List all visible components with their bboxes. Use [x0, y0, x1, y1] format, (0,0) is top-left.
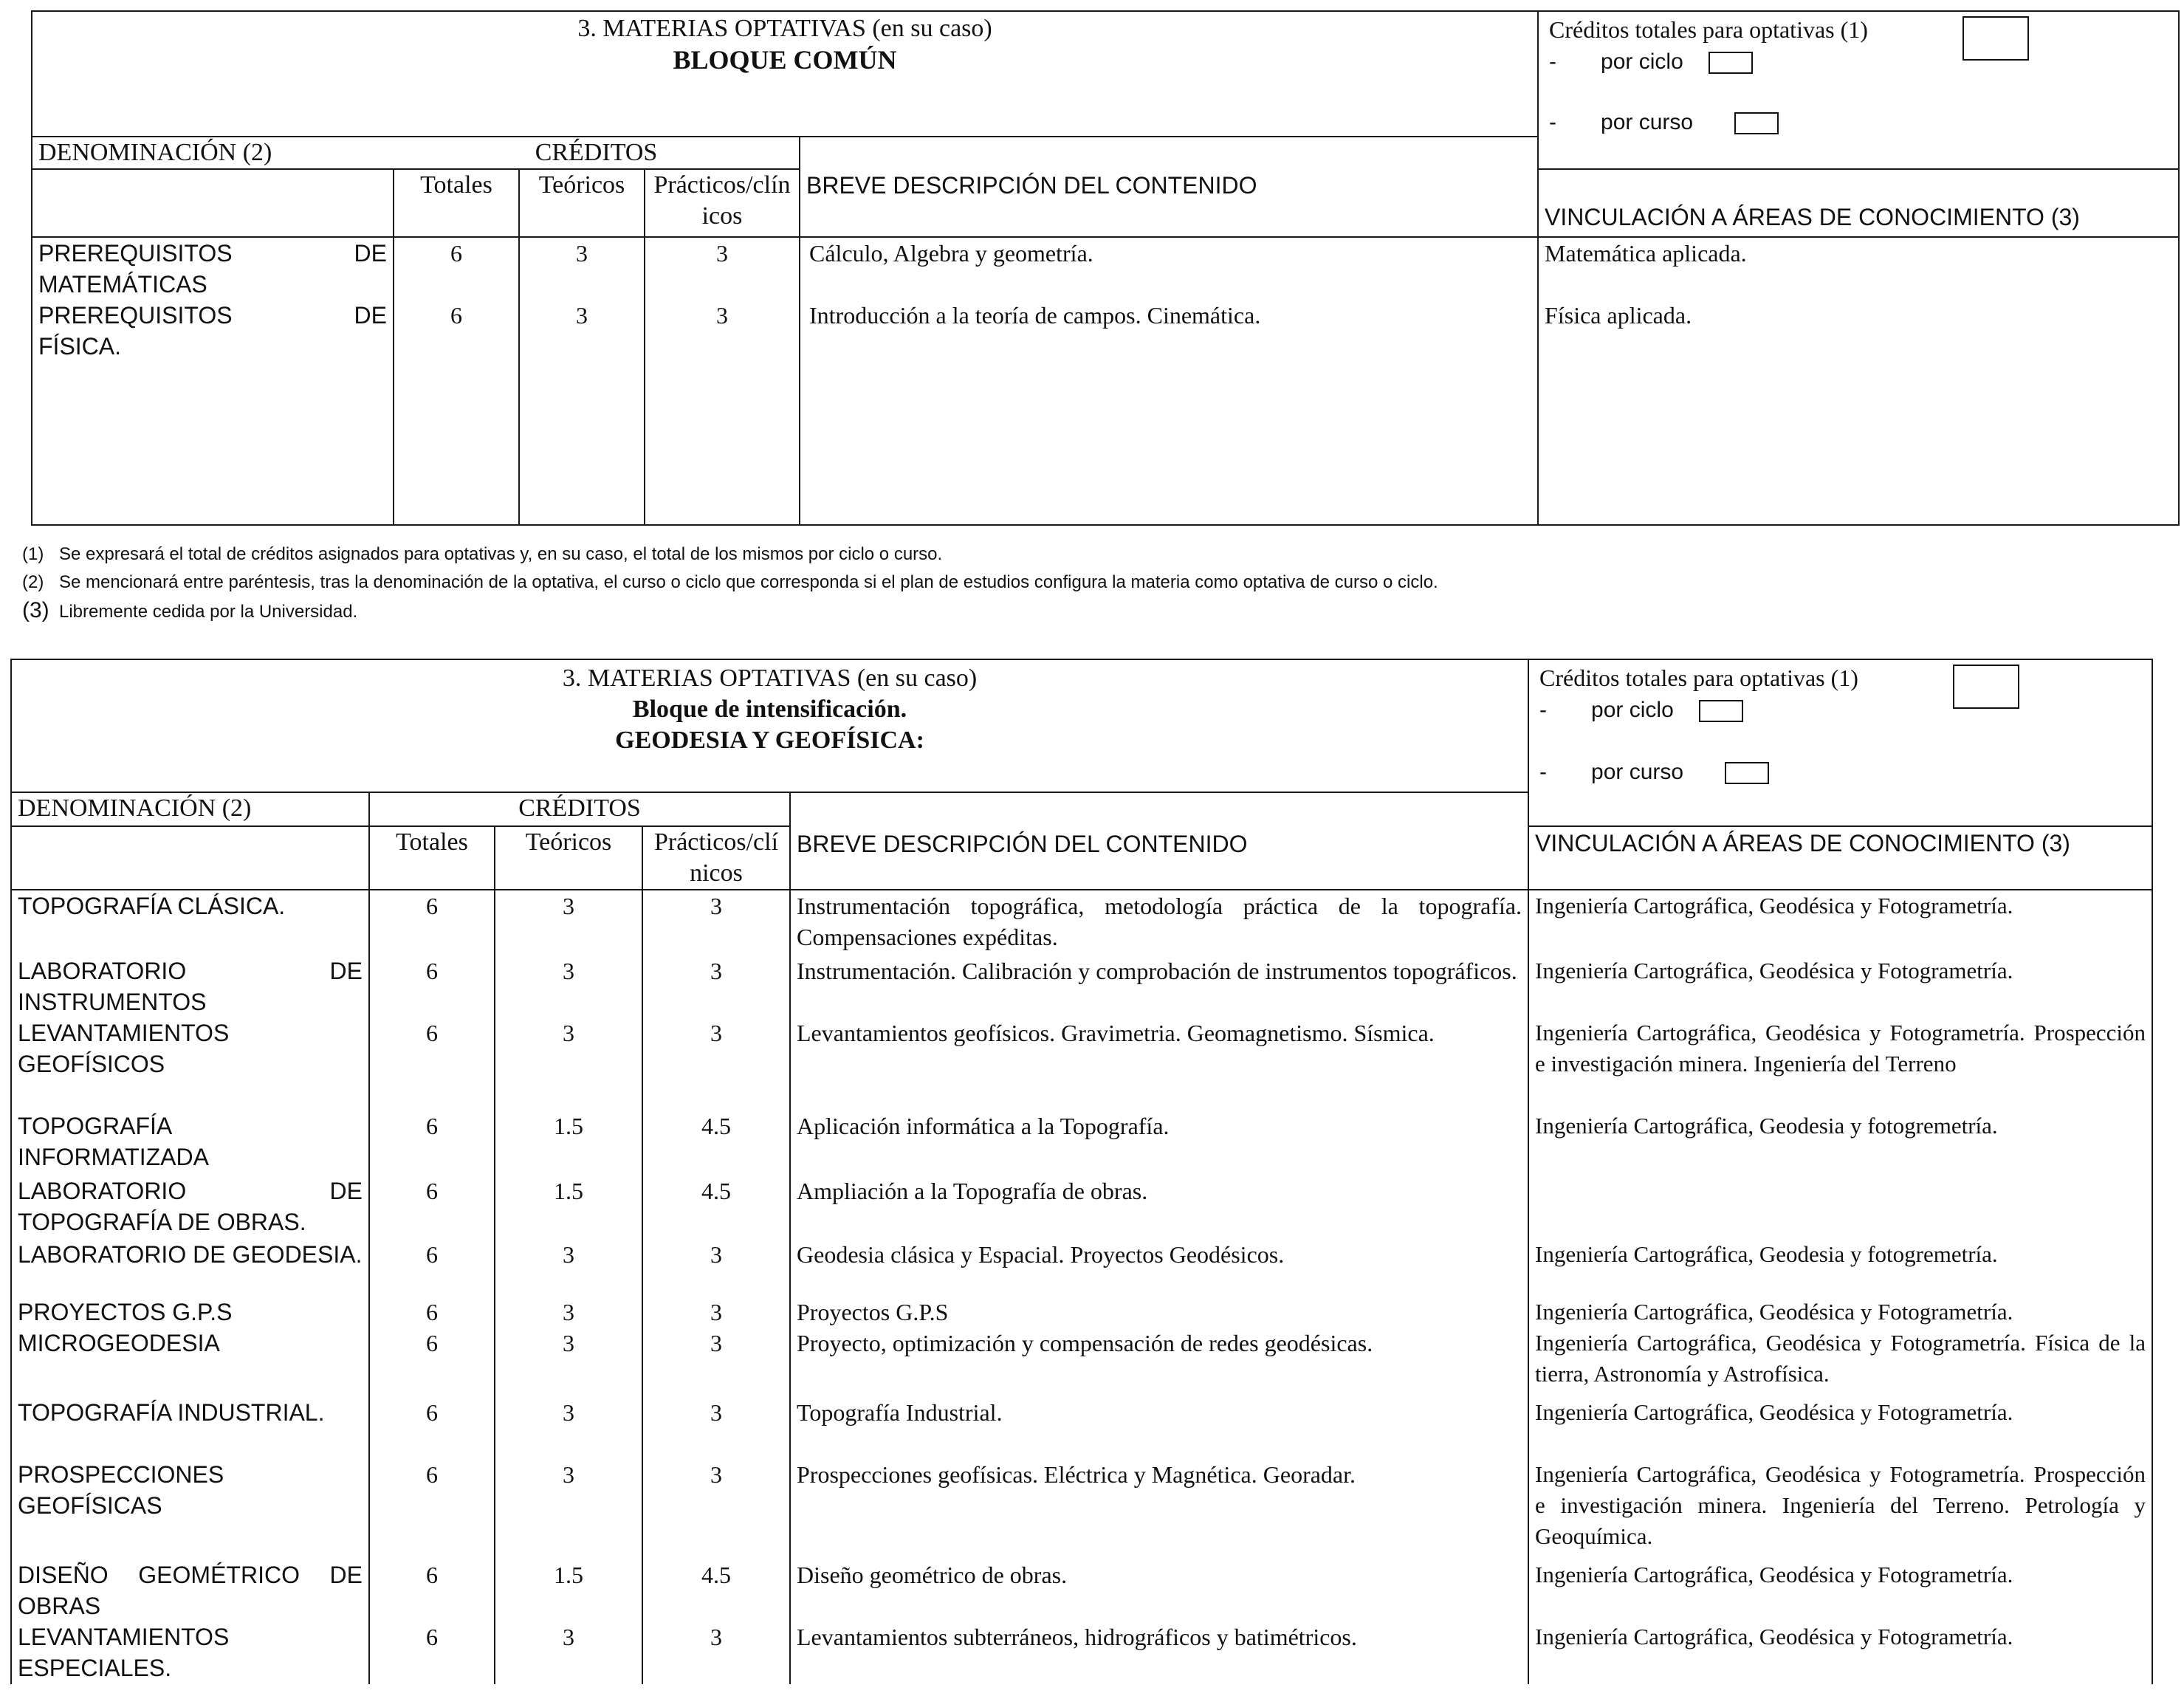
- por-ciclo-dash: -: [1539, 698, 1548, 722]
- row-2-vinculacion: Física aplicada.: [1545, 302, 1692, 329]
- table-row-name: LEVANTAMIENTOS ESPECIALES.: [18, 1624, 230, 1681]
- rows-practicos-cell: [642, 890, 790, 1684]
- row-descripcion: Levantamientos subterráneos, hidrográficos y batimétricos.: [797, 1624, 1357, 1650]
- header-totales: Totales: [394, 169, 519, 237]
- header-vinculacion: VINCULACIÓN A ÁREAS DE CONOCIMIENTO (3): [1538, 169, 2179, 237]
- header-descripcion: BREVE DESCRIPCIÓN DEL CONTENIDO: [797, 831, 1248, 857]
- table-title: [11, 659, 1528, 792]
- credits-total-field[interactable]: [1962, 16, 2029, 61]
- header-creditos: CRÉDITOS: [394, 137, 800, 169]
- row-descripcion: Levantamientos geofísicos. Gravimetria. Geomagnetismo. Sísmica.: [797, 1020, 1435, 1046]
- row-1-practicos: 3: [716, 240, 728, 267]
- rows-vinculacion-cell: [1538, 237, 2179, 525]
- header-empty-cell: [32, 169, 394, 237]
- row-practicos: 3: [710, 1330, 722, 1356]
- table-row-name: TOPOGRAFÍA CLÁSICA.: [18, 893, 286, 919]
- rows-denominacion-cell: [32, 237, 394, 525]
- row-1-name-part-c: MATEMÁTICAS: [38, 271, 207, 298]
- rows-vinculacion-cell: [1528, 890, 2152, 1684]
- table-row-name: PROYECTOS G.P.S: [18, 1299, 233, 1325]
- header-practicos: Prácticos/clínicos: [642, 826, 790, 890]
- row-teoricos: 1.5: [554, 1178, 583, 1204]
- row-2-name-part-b: DE: [354, 302, 387, 329]
- row-descripcion: Proyectos G.P.S: [797, 1299, 949, 1325]
- row-vinculacion: Ingeniería Cartográfica, Geodésica y Fotogrametría.: [1535, 958, 2013, 983]
- credits-info-box: [1528, 659, 2152, 826]
- row-practicos: 3: [710, 1399, 722, 1426]
- header-teoricos: Teóricos: [519, 169, 645, 237]
- table-row-name: LEVANTAMIENTOS GEOFÍSICOS: [18, 1020, 230, 1077]
- por-curso-row: [1539, 756, 2146, 789]
- footnote-1-number: (1): [22, 544, 44, 564]
- footnote-3-number: (3): [22, 598, 49, 622]
- optativas-bloque-comun-table: [31, 10, 2180, 526]
- row-vinculacion: Ingeniería Cartográfica, Geodesia y fotogremetría.: [1535, 1113, 1998, 1139]
- row-descripcion: Proyecto, optimización y compensación de redes geodésicas.: [797, 1330, 1373, 1356]
- por-curso-dash: -: [1549, 110, 1557, 134]
- row-teoricos: 3: [563, 958, 574, 984]
- row-totales: 6: [426, 1461, 438, 1488]
- table-row-name: TOPOGRAFÍA INFORMATIZADA: [18, 1113, 209, 1170]
- row-totales: 6: [426, 1562, 438, 1588]
- footnote-1: [22, 543, 1438, 566]
- row-teoricos: 3: [563, 1330, 574, 1356]
- header-creditos: CRÉDITOS: [369, 792, 790, 826]
- row-totales: 6: [426, 1178, 438, 1204]
- row-totales: 6: [426, 1113, 438, 1139]
- optativas-geodesia-table: [10, 659, 2153, 1684]
- por-curso-field[interactable]: [1725, 762, 1769, 784]
- header-teoricos: Teóricos: [495, 826, 642, 890]
- row-vinculacion: Ingeniería Cartográfica, Geodésica y Fotogrametría.: [1535, 1299, 2013, 1325]
- rows-descripcion-cell: [790, 890, 1528, 1684]
- footnote-2-text: Se mencionará entre paréntesis, tras la denominación de la optativa, el curso o ciclo que corresponda si el plan de estudios configura la materia como optativa de curso o ciclo.: [59, 572, 1438, 592]
- row-vinculacion: [1535, 1175, 2146, 1239]
- title-line-1: 3. MATERIAS OPTATIVAS (en su caso): [577, 15, 992, 42]
- row-practicos: 3: [710, 893, 722, 919]
- footnote-2-number: (2): [22, 572, 44, 592]
- row-1-totales: 6: [450, 240, 462, 267]
- por-curso-label: por curso: [1591, 760, 1684, 784]
- row-totales: 6: [426, 1020, 438, 1046]
- row-totales: 6: [426, 958, 438, 984]
- table-row-name: MICROGEODESIA: [18, 1330, 220, 1356]
- row-practicos: 3: [710, 1624, 722, 1650]
- footnote-2: [22, 571, 1438, 594]
- por-ciclo-dash: -: [1549, 49, 1557, 74]
- title-line-2: Bloque de intensificación.: [632, 696, 907, 723]
- header-empty-cell: [11, 826, 369, 890]
- row-practicos: 4.5: [701, 1113, 731, 1139]
- title-line-2: BLOQUE COMÚN: [673, 45, 897, 75]
- row-2-practicos: 3: [716, 302, 728, 329]
- por-ciclo-row: [1539, 694, 2146, 727]
- row-1-teoricos: 3: [576, 240, 588, 267]
- row-practicos: 4.5: [701, 1562, 731, 1588]
- credits-label: Créditos totales para optativas (1): [1539, 665, 1858, 691]
- footnote-3: [22, 600, 1438, 623]
- row-teoricos: 3: [563, 1020, 574, 1046]
- row-teoricos: 3: [563, 1461, 574, 1488]
- header-denominacion: DENOMINACIÓN (2): [11, 792, 369, 826]
- rows-denominacion-cell: [11, 890, 369, 1684]
- table-row-name: LABORATORIO DE INSTRUMENTOS: [18, 958, 363, 1015]
- rows-practicos-cell: [645, 237, 800, 525]
- row-practicos: 3: [710, 1299, 722, 1325]
- title-line-1: 3. MATERIAS OPTATIVAS (en su caso): [562, 665, 978, 692]
- table-row-name: LABORATORIO DE TOPOGRAFÍA DE OBRAS.: [18, 1178, 363, 1235]
- por-ciclo-label: por ciclo: [1601, 49, 1683, 74]
- row-teoricos: 3: [563, 1299, 574, 1325]
- rows-teoricos-cell: [495, 890, 642, 1684]
- row-1-vinculacion: Matemática aplicada.: [1545, 240, 1747, 267]
- credits-totals-row: [1549, 12, 2172, 46]
- table-row-1-name: [38, 238, 387, 269]
- por-ciclo-field[interactable]: [1709, 52, 1753, 74]
- row-teoricos: 3: [563, 1399, 574, 1426]
- row-2-descripcion: Introducción a la teoría de campos. Cinemática.: [809, 302, 1261, 329]
- row-2-name-part-c: FÍSICA.: [38, 333, 122, 360]
- por-ciclo-label: por ciclo: [1591, 698, 1674, 722]
- header-totales: Totales: [369, 826, 495, 890]
- row-vinculacion: Ingeniería Cartográfica, Geodésica y Fotogrametría. Física de la tierra, Astronomía y Astrofísica.: [1535, 1330, 2146, 1387]
- row-totales: 6: [426, 893, 438, 919]
- row-descripcion: Topografía Industrial.: [797, 1399, 1003, 1426]
- header-descripcion-cell: [790, 792, 1528, 890]
- row-2-name-part-a: PREREQUISITOS: [38, 302, 233, 329]
- rows-totales-cell: [369, 890, 495, 1684]
- row-vinculacion: Ingeniería Cartográfica, Geodésica y Fotogrametría. Prospección e investigación minera. Ingeniería del Terreno. Petrología y Geoquímica.: [1535, 1461, 2146, 1549]
- por-curso-dash: -: [1539, 760, 1548, 784]
- row-practicos: 3: [710, 1020, 722, 1046]
- row-totales: 6: [426, 1330, 438, 1356]
- row-vinculacion: Ingeniería Cartográfica, Geodesia y fotogremetría.: [1535, 1241, 1998, 1267]
- row-descripcion: Ampliación a la Topografía de obras.: [797, 1178, 1148, 1204]
- por-curso-field[interactable]: [1734, 112, 1779, 134]
- row-vinculacion: Ingeniería Cartográfica, Geodésica y Fotogrametría.: [1535, 1624, 2013, 1649]
- row-descripcion: Instrumentación. Calibración y comprobación de instrumentos topográficos.: [797, 958, 1517, 984]
- row-1-name-part-b: DE: [354, 240, 387, 267]
- rows-totales-cell: [394, 237, 519, 525]
- table-row-name: LABORATORIO DE GEODESIA.: [18, 1241, 363, 1268]
- row-teoricos: 1.5: [554, 1113, 583, 1139]
- row-descripcion: Geodesia clásica y Espacial. Proyectos Geodésicos.: [797, 1241, 1285, 1268]
- row-practicos: 3: [710, 1241, 722, 1268]
- row-totales: 6: [426, 1399, 438, 1426]
- table-row-2-name: [38, 300, 387, 331]
- row-descripcion: Instrumentación topográfica, metodología práctica de la topografía. Compensaciones expéditas.: [797, 893, 1522, 950]
- row-practicos: 4.5: [701, 1178, 731, 1204]
- footnotes: [22, 543, 1438, 629]
- row-2-teoricos: 3: [576, 302, 588, 329]
- header-descripcion: BREVE DESCRIPCIÓN DEL CONTENIDO: [806, 172, 1257, 199]
- credits-totals-row: [1539, 660, 2146, 694]
- row-practicos: 3: [710, 1461, 722, 1488]
- por-ciclo-field[interactable]: [1699, 700, 1743, 722]
- credits-total-field[interactable]: [1953, 665, 2019, 709]
- row-1-descripcion: Cálculo, Algebra y geometría.: [809, 240, 1093, 267]
- por-curso-row: [1549, 106, 2172, 139]
- row-1-name-part-a: PREREQUISITOS: [38, 240, 233, 267]
- table-row-name: PROSPECCIONES GEOFÍSICAS: [18, 1461, 224, 1519]
- header-denominacion: DENOMINACIÓN (2): [32, 137, 394, 169]
- row-totales: 6: [426, 1299, 438, 1325]
- footnote-1-text: Se expresará el total de créditos asignados para optativas y, en su caso, el total de los mismos por ciclo o curso.: [59, 544, 943, 564]
- row-totales: 6: [426, 1241, 438, 1268]
- row-vinculacion: Ingeniería Cartográfica, Geodésica y Fotogrametría.: [1535, 1399, 2013, 1425]
- row-teoricos: 3: [563, 893, 574, 919]
- rows-teoricos-cell: [519, 237, 645, 525]
- row-practicos: 3: [710, 958, 722, 984]
- row-totales: 6: [426, 1624, 438, 1650]
- header-practicos: Prácticos/clínicos: [645, 169, 800, 237]
- row-descripcion: Aplicación informática a la Topografía.: [797, 1113, 1170, 1139]
- title-line-3: GEODESIA Y GEOFÍSICA:: [615, 727, 924, 754]
- row-vinculacion: Ingeniería Cartográfica, Geodésica y Fotogrametría.: [1535, 1562, 2013, 1587]
- row-teoricos: 3: [563, 1241, 574, 1268]
- footnote-3-text: Libremente cedida por la Universidad.: [59, 602, 358, 622]
- header-vinculacion: VINCULACIÓN A ÁREAS DE CONOCIMIENTO (3): [1528, 826, 2152, 890]
- row-teoricos: 3: [563, 1624, 574, 1650]
- row-2-totales: 6: [450, 302, 462, 329]
- header-descripcion-cell: [800, 137, 1538, 237]
- por-curso-label: por curso: [1601, 110, 1694, 134]
- row-vinculacion: Ingeniería Cartográfica, Geodésica y Fotogrametría. Prospección e investigación minera. Ingeniería del Terreno: [1535, 1020, 2146, 1077]
- table-row-name: DISEÑO GEOMÉTRICO DE OBRAS: [18, 1562, 363, 1619]
- table-title: [32, 11, 1538, 137]
- row-descripcion: Diseño geométrico de obras.: [797, 1562, 1068, 1588]
- row-vinculacion: Ingeniería Cartográfica, Geodésica y Fotogrametría.: [1535, 893, 2013, 919]
- por-ciclo-row: [1549, 46, 2172, 78]
- credits-info-box: [1538, 11, 2179, 169]
- rows-descripcion-cell: [800, 237, 1538, 525]
- credits-label: Créditos totales para optativas (1): [1549, 16, 1868, 43]
- row-descripcion: Prospecciones geofísicas. Eléctrica y Magnética. Georadar.: [797, 1461, 1356, 1488]
- row-teoricos: 1.5: [554, 1562, 583, 1588]
- table-row-name: TOPOGRAFÍA INDUSTRIAL.: [18, 1399, 325, 1426]
